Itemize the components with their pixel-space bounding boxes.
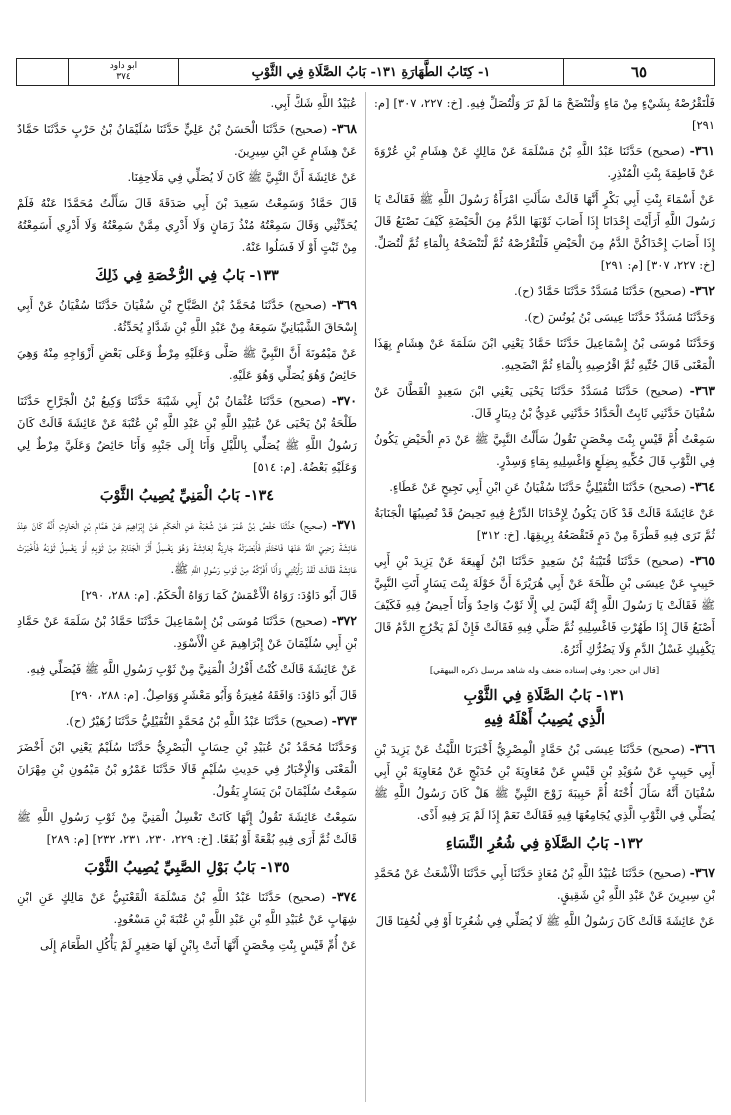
paragraph: عَنْ عَائِشَةَ أَنَّ النَّبِيَّ ﷺ كَانَ لَا يُصَلِّي فِي مَلَاحِفِنَا. xyxy=(127,170,357,184)
paragraph: فَلْتَقْرُصْهُ بِشَيْءٍ مِنْ مَاءٍ وَلْتَنْضَحْ مَا لَمْ تَرَ وَلْتُصَلِّ فِيهِ. [خ: ٢٢٧، ٣٠٧] [م: ٢٩١] xyxy=(374,96,715,132)
hadith-text: (صحيح) حَدَّثَنَا قُتَيْبَةُ بْنُ سَعِيدٍ حَدَّثَنَا ابْنُ لَهِيعَةَ عَنْ يَزِيدَ بْنِ أَبِي حَبِيبٍ عَنْ عِيسَى بْنِ طَلْحَةَ عَنْ أَبِي هُرَيْرَةَ أَنَّ خَوْلَةَ بِنْتَ يَسَارٍ أَتَتِ النَّبِيَّ ﷺ فَقَالَتْ يَا رَسُولَ اللَّهِ إِنَّهُ لَيْسَ لِي إِلَّا ثَوْبٌ وَاحِدٌ وَأَنَا أَحِيضُ فِيهِ فَكَيْفَ أَصْنَعُ قَالَ إِذَا طَهُرْتِ فَاغْسِلِيهِ ثُمَّ صَلِّي فِيهِ فَقَالَتْ فَإِنْ لَمْ يَخْرُجِ الدَّمُ قَالَ يَكْفِيكِ غَسْلُ الدَّمِ وَلَا يَضُرُّكِ أَثَرُهُ. xyxy=(374,554,715,656)
hadith-365 xyxy=(374,550,715,660)
hadith-text: (صحيح) حَدَّثَنَا النُّفَيْلِيُّ حَدَّثَنَا سُفْيَانُ عَنِ ابْنِ أَبِي نَجِيحٍ عَنْ عَطَاءٍ. xyxy=(389,480,686,494)
hadith-number: ٣٧١- xyxy=(331,517,358,532)
hadith-text: (صحيح) حَدَّثَنَا عَبْدُ اللَّهِ بْنُ مُحَمَّدٍ النُّفَيْلِيُّ حَدَّثَنَا زُهَيْرٌ (ح). xyxy=(65,714,328,728)
hadith-text: (صحيح) حَدَّثَنَا مُوسَى بْنُ إِسْمَاعِيلَ حَدَّثَنَا حَمَّادُ بْنُ سَلَمَةَ عَنْ حَمَّادِ بْنِ أَبِي سُلَيْمَانَ عَنْ إِبْرَاهِيمَ عَنِ الْأَسْوَدِ. xyxy=(17,614,357,650)
running-header xyxy=(16,58,715,86)
hadith-text: (صحيح) حَدَّثَنَا عَبْدُ اللَّهِ بْنُ مَسْلَمَةَ الْقَعْنَبِيُّ عَنْ مَالِكٍ عَنِ ابْنِ شِهَابٍ عَنْ عُبَيْدِ اللَّهِ بْنِ عَبْدِ اللَّهِ بْنِ عُتْبَةَ بْنِ مَسْعُودٍ. xyxy=(17,890,357,926)
left-column xyxy=(17,92,366,1102)
chapter-heading-131 xyxy=(374,684,715,732)
hadith-number: ٣٧٠- xyxy=(331,393,358,408)
hadith-374 xyxy=(17,886,357,930)
running-title: ١- كِتَابُ الطَّهَارَةِ ١٣١- بَابُ الصَّلَاةِ فِي الثَّوْبِ xyxy=(179,59,564,85)
hadith-text: (صحيح) حَدَّثَنَا مُسَدَّدٌ حَدَّثَنَا حَمَّادٌ (ح). xyxy=(514,284,686,298)
chapter-title-line1: ١٣١- بَابُ الصَّلَاةِ فِي الثَّوْبِ xyxy=(463,687,626,704)
chapter-heading-135: ١٣٥- بَابُ بَوْلِ الصَّبِيِّ يُصِيبُ الثَّوْبَ xyxy=(84,859,290,876)
paragraph: عَنْ مَيْمُونَةَ أَنَّ النَّبِيَّ ﷺ صَلَّى وَعَلَيْهِ مِرْطٌ وَعَلَى بَعْضِ أَزْوَاجِهِ مِنْهُ وَهِيَ حَائِضٌ وَهُوَ يُصَلِّي وَهُوَ عَلَيْهِ. xyxy=(17,346,357,382)
hadith-number: ٣٦٣- xyxy=(689,383,715,398)
chapter-heading-133: ١٣٣- بَابُ فِي الرُّخْصَةِ فِي ذَلِكَ xyxy=(95,267,279,284)
hadith-369 xyxy=(17,294,357,338)
hadith-number: ٣٧٣- xyxy=(331,713,357,728)
hadith-text: (صحيح) حَدَّثَنَا مُحَمَّدُ بْنُ الصَّبَّاحِ بْنِ سُفْيَانَ حَدَّثَنَا سُفْيَانُ عَنْ أَبِي إِسْحَاقَ الشَّيْبَانِيِّ سَمِعَهُ مِنْ عَبْدِ اللَّهِ بْنِ شَدَّادٍ يُحَدِّثُهُ. xyxy=(17,298,357,334)
paragraph: عَنْ عَائِشَةَ قَالَتْ كُنْتُ أَفْرُكُ الْمَنِيَّ مِنْ ثَوْبِ رَسُولِ اللَّهِ ﷺ فَيُصَلِّي فِيهِ. xyxy=(26,662,357,676)
hadith-373 xyxy=(17,710,357,732)
text-columns xyxy=(16,92,715,1102)
paragraph: سَمِعْتُ أُمَّ قَيْسٍ بِنْتَ مِحْصَنٍ تَقُولُ سَأَلْتُ النَّبِيَّ ﷺ عَنْ دَمِ الْحَيْضِ يَكُونُ فِي الثَّوْبِ قَالَ حُكِّيهِ بِضِلَعٍ وَاغْسِلِيهِ بِمَاءٍ وَسِدْرٍ. xyxy=(374,432,715,468)
hadith-number: ٣٧٢- xyxy=(331,613,357,628)
chapter-heading-134: ١٣٤- بَابُ الْمَنِيِّ يُصِيبُ الثَّوْبَ xyxy=(99,487,275,504)
paragraph: قَالَ حَمَّادٌ وَسَمِعْتُ سَعِيدَ بْنَ أَبِي صَدَقَةَ قَالَ سَأَلْتُ مُحَمَّدًا عَنْهُ فَلَمْ يُحَدِّثْنِي وَقَالَ سَمِعْتُهُ مُنْذُ زَمَانٍ وَلَا أَدْرِي مِمَّنْ سَمِعْتُهُ وَلَا أَدْرِي أَسَمِعْتُهُ مِنْ ثَبْتٍ أَوْ لَا فَسَلُوا عَنْهُ. xyxy=(17,196,357,254)
hadith-362 xyxy=(374,280,715,302)
hadith-number: ٣٧٤- xyxy=(331,889,358,904)
hadith-text: (صحيح) حَدَّثَنَا عِيسَى بْنُ حَمَّادٍ الْمِصْرِيُّ أَخْبَرَنَا اللَّيْثُ عَنْ يَزِيدَ بْنِ أَبِي حَبِيبٍ عَنْ سُوَيْدِ بْنِ قَيْسٍ عَنْ مُعَاوِيَةَ بْنِ حُدَيْجٍ عَنْ مُعَاوِيَةَ بْنِ أَبِي سُفْيَانَ أَنَّهُ سَأَلَ أُخْتَهُ أُمَّ حَبِيبَةَ زَوْجَ النَّبِيِّ ﷺ هَلْ كَانَ رَسُولُ اللَّهِ ﷺ يُصَلِّي فِي الثَّوْبِ الَّذِي يُجَامِعُهَا فِيهِ فَقَالَتْ نَعَمْ إِذَا لَمْ يَرَ فِيهِ أَذًى. xyxy=(374,742,715,822)
paragraph: عُبَيْدُ اللَّهِ شَكَّ أَبِي. xyxy=(270,96,357,110)
hadith-number: ٣٦٧- xyxy=(689,865,715,880)
paragraph: عَنْ أَسْمَاءَ بِنْتِ أَبِي بَكْرٍ أَنَّهَا قَالَتْ سَأَلَتِ امْرَأَةٌ رَسُولَ اللَّهِ ﷺ فَقَالَتْ يَا رَسُولَ اللَّهِ أَرَأَيْتَ إِحْدَانَا إِذَا أَصَابَ ثَوْبَهَا الدَّمُ مِنَ الْحَيْضَةِ كَيْفَ تَصْنَعُ قَالَ إِذَا أَصَابَ إِحْدَاكُنَّ الدَّمُ مِنَ الْحَيْضِ فَلْتَقْرُصْهُ ثُمَّ لْتَنْضَحْهُ بِالْمَاءِ ثُمَّ لْتُصَلِّ. [خ: ٢٢٧، ٣٠٧] [م: ٢٩١] xyxy=(374,192,715,272)
hadith-number: ٣٦٦- xyxy=(689,741,715,756)
editor-note: [قال ابن حجر: وفي إسناده ضعف وله شاهد مرسل ذكره البيهقي] xyxy=(429,666,660,676)
hadith-364 xyxy=(374,476,715,498)
hadith-number: ٣٦٤- xyxy=(689,479,715,494)
hadith-number: ٣٦٩- xyxy=(331,297,357,312)
paragraph: وَحَدَّثَنَا مُوسَى بْنُ إِسْمَاعِيلَ حَدَّثَنَا حَمَّادٌ يَعْنِي ابْنَ سَلَمَةَ عَنْ هِشَامٍ بِهَذَا الْمَعْنَى قَالَ حُتِّيهِ ثُمَّ اقْرُصِيهِ بِالْمَاءِ ثُمَّ انْضَحِيهِ. xyxy=(374,336,715,372)
chapter-title-line2: الَّذِي يُصِيبُ أَهْلَهُ فِيهِ xyxy=(483,711,606,728)
paragraph: عَنْ أُمِّ قَيْسٍ بِنْتِ مِحْصَنٍ أَنَّهَا أَتَتْ بِابْنٍ لَهَا صَغِيرٍ لَمْ يَأْكُلِ الطَّعَامَ إِلَى xyxy=(40,938,357,952)
paragraph: قَالَ أَبُو دَاوُدَ: وَافَقَهُ مُغِيرَةُ وَأَبُو مَعْشَرٍ وَوَاصِلٌ. [م: ٢٨٨، ٢٩٠] xyxy=(70,688,357,702)
paragraph: وَحَدَّثَنَا مُحَمَّدُ بْنُ عُبَيْدِ بْنِ حِسَابٍ الْبَصْرِيُّ حَدَّثَنَا سُلَيْمٌ يَعْنِي ابْنَ أَخْضَرَ الْمَعْنَى وَالْإِخْبَارُ فِي حَدِيثِ سُلَيْمٍ قَالَا حَدَّثَنَا عَمْرُو بْنُ مَيْمُونِ بْنِ مِهْرَانَ سَمِعْتُ سُلَيْمَانَ بْنَ يَسَارٍ يَقُولُ. xyxy=(17,740,357,798)
header-empty-cell xyxy=(17,59,69,85)
hadith-370 xyxy=(17,390,357,478)
hadith-text: (صحيح) حَدَّثَنَا الْحَسَنُ بْنُ عَلِيٍّ حَدَّثَنَا سُلَيْمَانُ بْنُ حَرْبٍ حَدَّثَنَا حَمَّادٌ عَنْ هِشَامٍ عَنِ ابْنِ سِيرِينَ. xyxy=(17,122,357,158)
source-name: ابو داود xyxy=(109,61,138,71)
hadith-371 xyxy=(17,514,357,580)
paragraph: عَنْ عَائِشَةَ قَالَتْ كَانَ رَسُولُ اللَّهِ ﷺ لَا يُصَلِّي فِي شُعُرِنَا أَوْ فِي لُحُفِنَا قَالَ xyxy=(375,914,715,928)
hadith-361 xyxy=(374,140,715,184)
hadith-372 xyxy=(17,610,357,654)
hadith-text: (صحيح) حَدَّثَنَا مُسَدَّدٌ حَدَّثَنَا يَحْيَى يَعْنِي ابْنَ سَعِيدٍ الْقَطَّانَ عَنْ سُفْيَانَ حَدَّثَنِي ثَابِتٌ الْحَدَّادُ حَدَّثَنِي عَدِيُّ بْنُ دِينَارٍ قَالَ. xyxy=(374,384,715,420)
hadith-text: (صحيح) حَدَّثَنَا عَبْدُ اللَّهِ بْنُ مَسْلَمَةَ عَنْ مَالِكٍ عَنْ هِشَامِ بْنِ عُرْوَةَ عَنْ فَاطِمَةَ بِنْتِ الْمُنْذِرِ. xyxy=(374,144,715,180)
hadith-number: ٣٦١- xyxy=(689,143,715,158)
hadith-text: (صحيح) حَدَّثَنَا حَفْصُ بْنُ عُمَرَ عَنْ شُعْبَةَ عَنِ الْحَكَمِ عَنْ إِبْرَاهِيمَ عَنْ هَمَّامِ بْنِ الْحَارِثِ أَنَّهُ كَانَ عِنْدَ عَائِشَةَ رَضِيَ اللَّهُ عَنْهَا فَاحْتَلَمَ فَأَبْصَرَتْهُ جَارِيَةٌ لِعَائِشَةَ وَهُوَ يَغْسِلُ أَثَرَ الْجَنَابَةِ مِنْ ثَوْبِهِ أَوْ يَغْسِلُ ثَوْبَهُ فَأَخْبَرَتْ عَائِشَةَ فَقَالَتْ لَقَدْ رَأَيْتُنِي وَأَنَا أَفْرُكُهُ مِنْ ثَوْبِ رَسُولِ اللَّهِ ﷺ. xyxy=(17,518,357,576)
chapter-heading-132: ١٣٢- بَابُ الصَّلَاةِ فِي شُعُرِ النِّسَاءِ xyxy=(445,835,644,852)
paragraph: قَالَ أَبُو دَاوُدَ: رَوَاهُ الْأَعْمَشُ كَمَا رَوَاهُ الْحَكَمُ. [م: ٢٨٨، ٢٩٠] xyxy=(81,588,357,602)
source-number: ٣٧٤ xyxy=(116,72,131,82)
paragraph: وَحَدَّثَنَا مُسَدَّدٌ حَدَّثَنَا عِيسَى بْنُ يُونُسَ (ح). xyxy=(524,310,715,324)
hadith-366 xyxy=(374,738,715,826)
hadith-368 xyxy=(17,118,357,162)
paragraph: سَمِعْتُ عَائِشَةَ تَقُولُ إِنَّهَا كَانَتْ تَغْسِلُ الْمَنِيَّ مِنْ ثَوْبِ رَسُولِ اللَّهِ ﷺ قَالَتْ ثُمَّ أَرَى فِيهِ بُقْعَةً أَوْ بُقَعًا. [خ: ٢٢٩، ٢٣٠، ٢٣١، ٢٣٢] [م: ٢٨٩] xyxy=(17,810,357,846)
hadith-367 xyxy=(374,862,715,906)
hadith-number: ٣٦٥- xyxy=(689,553,715,568)
page-number: ٦٥ xyxy=(630,63,648,81)
hadith-text: (صحيح) حَدَّثَنَا عُثْمَانُ بْنُ أَبِي شَيْبَةَ حَدَّثَنَا وَكِيعُ بْنُ الْجَرَّاحِ حَدَّثَنَا طَلْحَةُ بْنُ يَحْيَى عَنْ عُبَيْدِ اللَّهِ بْنِ عَبْدِ اللَّهِ بْنِ عُتْبَةَ عَنْ عَائِشَةَ قَالَتْ كَانَ رَسُولُ اللَّهِ ﷺ يُصَلِّي بِاللَّيْلِ وَأَنَا إِلَى جَنْبِهِ وَأَنَا حَائِضٌ وَعَلَيَّ مِرْطٌ لِي وَعَلَيْهِ بَعْضُهُ. [م: ٥١٤] xyxy=(17,394,357,474)
hadith-363 xyxy=(374,380,715,424)
hadith-number: ٣٦٨- xyxy=(331,121,358,136)
hadith-number: ٣٦٢- xyxy=(689,283,715,298)
right-column xyxy=(366,92,715,1102)
source-reference xyxy=(69,59,179,85)
paragraph: عَنْ عَائِشَةَ قَالَتْ قَدْ كَانَ يَكُونُ لِإِحْدَانَا الدِّرْعُ فِيهِ تَحِيضُ قَدْ تُصِيبُهَا الْجَنَابَةُ ثُمَّ تَرَى فِيهِ قَطْرَةً مِنْ دَمٍ فَتَقْصَعُهُ بِرِيقِهَا. [خ: ٣١٢] xyxy=(374,506,715,542)
hadith-text: (صحيح) حَدَّثَنَا عُبَيْدُ اللَّهِ بْنُ مُعَاذٍ حَدَّثَنَا أَبِي حَدَّثَنَا الْأَشْعَثُ عَنْ مُحَمَّدِ بْنِ سِيرِينَ عَنْ عَبْدِ اللَّهِ بْنِ شَقِيقٍ. xyxy=(374,866,715,902)
